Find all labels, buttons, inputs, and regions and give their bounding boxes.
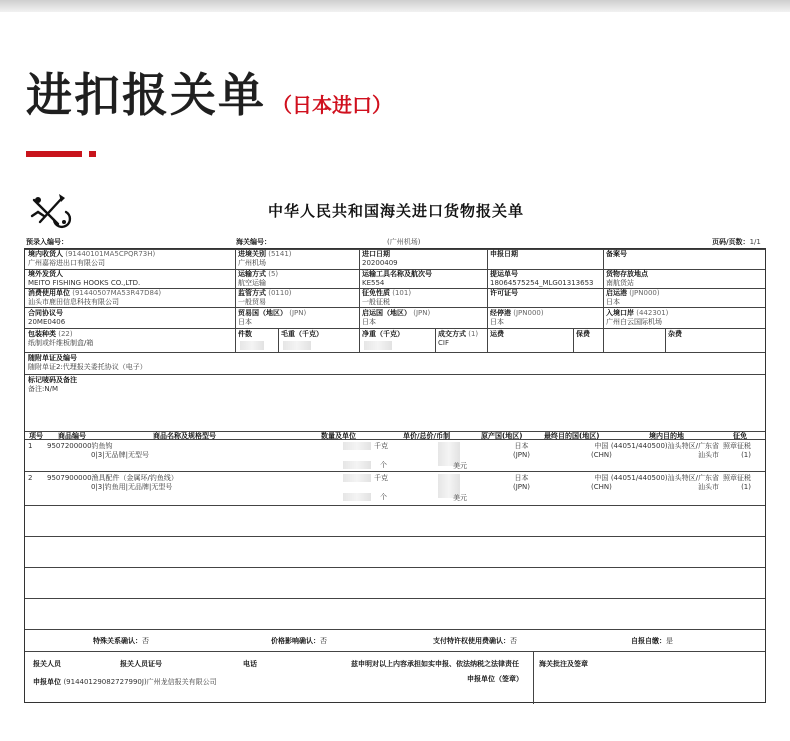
- insurance-label: 保费: [576, 330, 590, 338]
- special-relation: [93, 636, 149, 646]
- item-levy: [723, 474, 751, 492]
- contract-value: 20ME0406: [28, 318, 66, 326]
- item-origin-code: (JPN): [513, 483, 530, 491]
- supervision-cell: [238, 289, 292, 307]
- entry-office-cell: [238, 250, 292, 268]
- license-cell: [490, 289, 518, 298]
- rule: [25, 536, 765, 537]
- col-levy: 征免: [733, 432, 747, 440]
- bill-value: 18064575254_MLG01313653: [490, 279, 594, 287]
- docs-value: 随附单证2:代理报关委托协议（电子）: [28, 363, 147, 371]
- via-port-label: 经停港: [490, 309, 511, 317]
- storage-cell: [606, 270, 648, 288]
- license-label: 许可证号: [490, 289, 518, 297]
- entry-office-label: 进境关别: [238, 250, 266, 258]
- storage-value: 南航货站: [606, 279, 634, 287]
- item-levy-name: 照章征税: [723, 474, 751, 482]
- self-label: 自报自缴：: [631, 637, 666, 645]
- pieces-label: 件数: [238, 330, 252, 338]
- consignee-label: 境内收货人: [28, 250, 63, 258]
- entry-port-label: 入境口岸: [606, 309, 634, 317]
- net-weight-label: 净重（千克）: [362, 330, 404, 338]
- accent-bar: [26, 151, 82, 157]
- deal-cell: [438, 330, 478, 348]
- price-influence: [271, 636, 327, 646]
- unit-label: 申报单位: [33, 678, 61, 686]
- transport-cell: [238, 270, 278, 288]
- declaring-unit: [33, 677, 217, 687]
- item-code: 9507900000: [47, 474, 92, 482]
- special-label: 特殊关系确认：: [93, 637, 142, 645]
- consignor-value: MEITO FISHING HOOKS CO.,LTD.: [28, 279, 141, 287]
- form-title: 中华人民共和国海关进口货物报关单: [267, 202, 524, 220]
- levy-nature-value: 一般征税: [362, 298, 390, 306]
- consignor-label: 境外发货人: [28, 270, 63, 278]
- entry-port-value: 广州白云国际机场: [606, 318, 662, 326]
- royalty-payment: [433, 636, 517, 646]
- supervision-code: (0110): [268, 289, 292, 297]
- item-currency: 美元: [453, 494, 467, 502]
- via-port-code: (JPN000): [513, 309, 544, 317]
- col-domestic-dest: 境内目的地: [649, 432, 684, 440]
- marks-cell: [28, 376, 77, 394]
- package-code: (22): [58, 330, 73, 338]
- item-final-dest-name: 中国: [594, 442, 609, 450]
- consumer-cell: [28, 289, 161, 307]
- customs-number: [236, 237, 271, 247]
- levy-nature-code: (101): [392, 289, 412, 297]
- page-subtitle: （日本进口）: [272, 93, 392, 117]
- declaration-statement: 兹申明对以上内容承担如实申报、依法纳税之法律责任: [351, 660, 519, 668]
- item-levy-code: (1): [741, 451, 751, 459]
- item-final-dest-code: (CHN): [591, 483, 612, 491]
- item-name: 钓鱼钩: [91, 442, 113, 450]
- deal-value: CIF: [438, 339, 449, 347]
- redacted-qty: [343, 442, 371, 450]
- bill-label: 提运单号: [490, 270, 518, 278]
- net-weight-cell: [362, 330, 404, 339]
- contract-label: 合同协议号: [28, 309, 63, 317]
- item-no: 2: [28, 474, 33, 482]
- depart-port-cell: [606, 289, 660, 307]
- transport-value: 航空运输: [238, 279, 266, 287]
- col-qty: 数量及单位: [321, 432, 356, 440]
- redacted-qty: [343, 474, 371, 482]
- depart-port-label: 启运港: [606, 289, 627, 297]
- page-label: 页码/页数：: [712, 238, 750, 246]
- rule: [665, 328, 666, 352]
- item-spec: 0|3|无品牌|无型号: [91, 451, 149, 459]
- rule: [25, 352, 765, 353]
- depart-port-value: 日本: [606, 298, 620, 306]
- item-levy: [723, 442, 751, 460]
- item-unit1: 千克: [374, 474, 388, 482]
- item-final-dest-name: 中国: [594, 474, 609, 482]
- pieces-cell: [238, 330, 252, 339]
- vehicle-label: 运输工具名称及航次号: [362, 270, 432, 278]
- unit-sign-label: 申报单位（签章）: [467, 675, 523, 683]
- marks-label: 标记唛码及备注: [28, 376, 77, 384]
- misc-cell: [668, 330, 682, 339]
- declarant-cert-label: 报关人员证号: [120, 660, 162, 668]
- supervision-label: 监管方式: [238, 289, 266, 297]
- docs-cell: [28, 354, 147, 372]
- insurance-cell: [576, 330, 590, 339]
- rule: [278, 328, 279, 352]
- pre-entry-label: 预录入编号：: [26, 238, 68, 246]
- rule: [603, 249, 604, 352]
- levy-nature-cell: [362, 289, 411, 307]
- item-name: 渔具配件（金属环/钓鱼线）: [91, 474, 178, 482]
- page-headline: [26, 66, 392, 124]
- col-origin: 原产国(地区): [481, 432, 523, 440]
- rule: [25, 629, 765, 630]
- item-domestic-dest: (44051/440500)汕头特区/广东省汕头市: [610, 474, 719, 491]
- via-port-value: 日本: [490, 318, 504, 326]
- origin-country-label: 启运国（地区）: [362, 309, 411, 317]
- rule: [435, 328, 436, 352]
- freight-label: 运费: [490, 330, 504, 338]
- entry-port-code: (442301): [636, 309, 669, 317]
- item-currency: 美元: [453, 462, 467, 470]
- rule: [573, 328, 574, 352]
- self-value: 是: [666, 637, 673, 645]
- col-price: 单价/总价/币制: [403, 432, 451, 440]
- marks-value: 备注:N/M: [28, 385, 58, 393]
- consumer-value: 汕头市鹿田信息科技有限公司: [28, 298, 119, 306]
- consignor-cell: [28, 270, 140, 288]
- item-origin-code: (JPN): [513, 451, 530, 459]
- item-domestic-dest: (44051/440500)汕头特区/广东省汕头市: [610, 442, 719, 459]
- record-no-cell: [606, 250, 627, 259]
- item-no: 1: [28, 442, 33, 450]
- origin-country-value: 日本: [362, 318, 376, 326]
- consignee-cell: [28, 250, 155, 268]
- page-title: 进扣报关单: [26, 68, 266, 122]
- royalty-value: 否: [510, 637, 517, 645]
- port-value: (广州机场): [387, 238, 421, 246]
- item-final-dest-code: (CHN): [591, 451, 612, 459]
- gross-weight-cell: [281, 330, 323, 339]
- rule: [359, 249, 360, 352]
- levy-nature-label: 征免性质: [362, 289, 390, 297]
- trade-country-cell: [238, 309, 306, 327]
- package-cell: [28, 330, 93, 348]
- consignee-code: (91440101MA5CPQR73H): [65, 250, 156, 258]
- accent-dot: [89, 151, 96, 157]
- price-value: 否: [320, 637, 327, 645]
- customs-declaration-form: [22, 188, 770, 708]
- top-band: [0, 0, 790, 12]
- item-levy-code: (1): [741, 483, 751, 491]
- trade-country-label: 贸易国（地区）: [238, 309, 287, 317]
- price-label: 价格影响确认：: [271, 637, 320, 645]
- rule: [25, 505, 765, 506]
- rule: [25, 374, 765, 375]
- self-declare: [631, 636, 673, 646]
- consumer-label: 消费使用单位: [28, 289, 70, 297]
- col-no: 项号: [29, 432, 43, 440]
- vehicle-cell: [362, 270, 432, 288]
- declare-date-label: 申报日期: [490, 250, 518, 258]
- transport-label: 运输方式: [238, 270, 266, 278]
- rule: [25, 471, 765, 472]
- trade-country-code: (JPN): [289, 309, 307, 317]
- page-value: 1/1: [749, 238, 761, 246]
- consignee-value: 广州嘉裕进出口有限公司: [28, 259, 105, 267]
- royalty-label: 支付特许权使用费确认：: [433, 637, 510, 645]
- deal-label: 成交方式: [438, 330, 466, 338]
- form-grid: [24, 248, 766, 703]
- redacted-qty: [343, 493, 371, 501]
- pre-entry-number: [26, 237, 68, 247]
- rule: [25, 598, 765, 599]
- rule: [25, 651, 765, 652]
- customs-no-label: 海关编号：: [236, 238, 271, 246]
- trade-country-value: 日本: [238, 318, 252, 326]
- via-port-cell: [490, 309, 544, 327]
- col-final-dest: 最终目的国(地区): [544, 432, 600, 440]
- declarant-label: 报关人员: [33, 660, 61, 668]
- item-origin-name: 日本: [514, 442, 529, 450]
- rule: [25, 567, 765, 568]
- page-number: [712, 237, 761, 247]
- vehicle-value: KE554: [362, 279, 385, 287]
- contract-cell: [28, 309, 65, 327]
- misc-label: 杂费: [668, 330, 682, 338]
- item-code: 9507200000: [47, 442, 92, 450]
- redacted-pieces: [240, 341, 264, 350]
- unit-value: (91440129082727990J)广州龙信报关有限公司: [63, 678, 217, 686]
- docs-label: 随附单证及编号: [28, 354, 77, 362]
- import-date-label: 进口日期: [362, 250, 390, 258]
- entry-office-code: (5141): [268, 250, 292, 258]
- redacted-gross-weight: [283, 341, 311, 350]
- entry-port-cell: [606, 309, 668, 327]
- item-spec: 0|3|钓鱼用|无品牌|无型号: [91, 483, 173, 491]
- rule: [25, 328, 765, 329]
- special-value: 否: [142, 637, 149, 645]
- item-origin-name: 日本: [514, 474, 529, 482]
- package-label: 包装种类: [28, 330, 56, 338]
- deal-code: (1): [468, 330, 479, 338]
- supervision-value: 一般贸易: [238, 298, 266, 306]
- origin-country-cell: [362, 309, 430, 327]
- redacted-net-weight: [364, 341, 392, 350]
- transport-code: (5): [268, 270, 279, 278]
- freight-cell: [490, 330, 504, 339]
- package-value: 纸制或纤维板制盒/箱: [28, 339, 94, 347]
- approval-label: 海关批注及签章: [539, 660, 588, 668]
- item-unit2: 个: [380, 493, 387, 501]
- entry-office-value: 广州机场: [238, 259, 266, 267]
- phone-label: 电话: [243, 660, 257, 668]
- consumer-code: (91440507MA53R47D84): [72, 289, 162, 297]
- redacted-qty: [343, 461, 371, 469]
- rule: [235, 328, 236, 352]
- depart-port-code: (JPN000): [629, 289, 660, 297]
- gross-weight-label: 毛重（千克）: [281, 330, 323, 338]
- record-no-label: 备案号: [606, 250, 627, 258]
- item-levy-name: 照章征税: [723, 442, 751, 450]
- rule: [25, 307, 765, 308]
- col-name: 商品名称及规格型号: [153, 432, 216, 440]
- item-unit1: 千克: [374, 442, 388, 450]
- bill-cell: [490, 270, 593, 288]
- port-name: [387, 237, 420, 247]
- declare-date-cell: [490, 250, 518, 259]
- rule: [533, 651, 534, 704]
- item-origin: [513, 442, 530, 460]
- col-code: 商品编号: [58, 432, 86, 440]
- item-unit2: 个: [380, 461, 387, 469]
- storage-label: 货物存放地点: [606, 270, 648, 278]
- item-origin: [513, 474, 530, 492]
- import-date-cell: [362, 250, 398, 268]
- import-date-value: 20200409: [362, 259, 398, 267]
- rule: [487, 249, 488, 352]
- origin-country-code: (JPN): [413, 309, 431, 317]
